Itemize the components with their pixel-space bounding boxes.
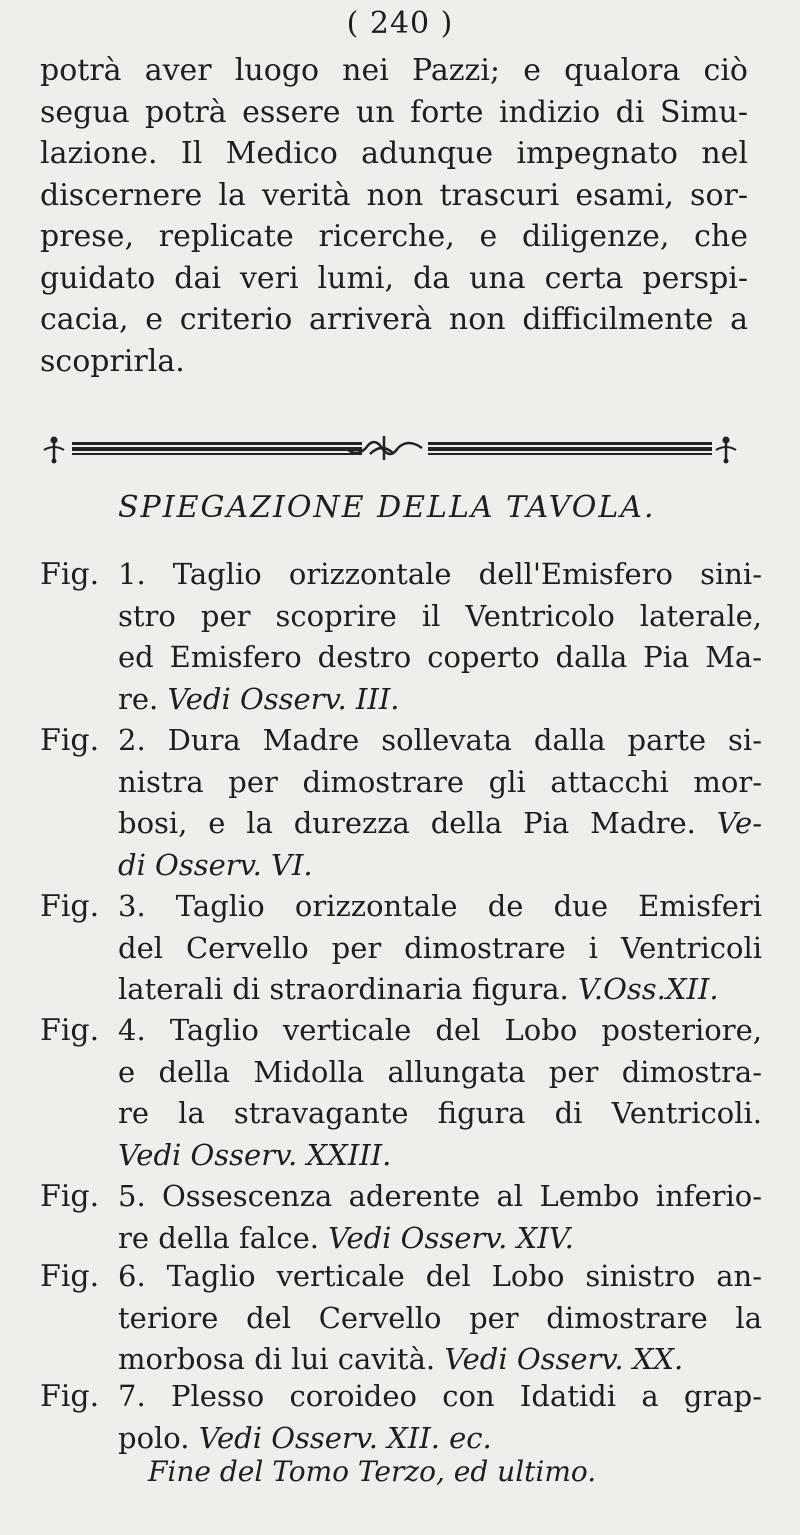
text-line: ed Emisfero destro coperto dalla Pia Ma- — [118, 640, 762, 674]
observation-reference: Vedi Osserv. XIV. — [328, 1220, 574, 1255]
text-line — [118, 845, 762, 887]
text-line: 5. Ossescenza aderente al Lembo inferio- — [118, 1179, 762, 1213]
figure-description — [118, 1256, 762, 1381]
figure-label: Fig. — [40, 557, 100, 592]
observation-reference: di Osserv. VI. — [118, 847, 313, 882]
figure-label: Fig. — [40, 1259, 100, 1294]
text-line: laterali di straordinaria figura. V.Oss.XII. — [118, 972, 719, 1006]
observation-reference: Vedi Osserv. XX. — [444, 1342, 684, 1376]
figure-description — [118, 554, 762, 720]
observation-reference: Vedi Osserv. XXIII. — [118, 1137, 392, 1172]
text-line: e della Midolla allungata per dimostra- — [118, 1054, 762, 1089]
figure-label: Fig. — [40, 1013, 100, 1048]
fleuron-left-icon — [44, 437, 64, 463]
figure-label: Fig. — [40, 1179, 100, 1214]
figure-label: Fig. — [40, 1379, 100, 1414]
intro-paragraph — [40, 50, 748, 382]
text-line: bosi, e la durezza della Pia Madre. Ve- — [118, 806, 762, 840]
figure-label: Fig. — [40, 889, 100, 924]
text-line: prese, replicate ricerche, e diligenze, che — [40, 219, 748, 254]
observation-reference: Ve- — [716, 806, 762, 840]
text-line: re la stravagante figura di Ventricoli. — [118, 1096, 762, 1130]
ornamental-divider — [40, 428, 740, 468]
text-line: scoprirla. — [40, 343, 185, 379]
fleuron-right-icon — [716, 437, 736, 463]
text-line: teriore del Cervello per dimostrare la — [118, 1300, 762, 1335]
text-line: morbosa di lui cavità. Vedi Osserv. XX. — [118, 1342, 684, 1376]
text-line: guidato dai veri lumi, da una certa perspi- — [40, 260, 748, 296]
observation-reference: Vedi Osserv. XII. ec. — [198, 1420, 492, 1455]
text-line: lazione. Il Medico adunque impegnato nel — [40, 136, 748, 171]
text-line: 3. Taglio orizzontale de due Emisferi — [118, 889, 762, 923]
text-line: re. Vedi Osserv. III. — [118, 681, 400, 716]
text-line — [118, 1135, 762, 1177]
text-line: nistra per dimostrare gli attacchi mor- — [118, 764, 762, 799]
text-line: segua potrà essere un forte indizio di Simu- — [40, 94, 748, 130]
figure-description — [118, 720, 762, 886]
text-line: del Cervello per dimostrare i Ventricoli — [118, 930, 762, 965]
text-line: 4. Taglio verticale del Lobo posteriore, — [118, 1013, 762, 1047]
section-heading: SPIEGAZIONE DELLA TAVOLA. — [118, 490, 656, 525]
text-line: 6. Taglio verticale del Lobo sinistro an- — [118, 1259, 762, 1293]
figure-description — [118, 886, 762, 1011]
text-line: potrà aver luogo nei Pazzi; e qualora ciò — [40, 53, 748, 88]
figure-description — [118, 1176, 762, 1259]
text-line: 1. Taglio orizzontale dell'Emisfero sini- — [118, 557, 762, 591]
figure-description — [118, 1010, 762, 1176]
observation-reference: Vedi Osserv. III. — [167, 681, 400, 716]
closing-line: Fine del Tomo Terzo, ed ultimo. — [148, 1455, 597, 1488]
text-line: discernere la verità non trascuri esami, sor- — [40, 177, 748, 213]
text-line: re della falce. Vedi Osserv. XIV. — [118, 1220, 574, 1255]
page-number: ( 240 ) — [346, 6, 454, 41]
text-line: polo. Vedi Osserv. XII. ec. — [118, 1420, 492, 1455]
figure-label: Fig. — [40, 723, 100, 758]
text-line: stro per scoprire il Ventricolo laterale, — [118, 598, 762, 633]
observation-reference: V.Oss.XII. — [578, 972, 719, 1006]
text-line: 2. Dura Madre sollevata dalla parte si- — [118, 723, 762, 757]
text-line: cacia, e criterio arriverà non difficilmente a — [40, 302, 748, 337]
figure-description — [118, 1376, 762, 1459]
text-line: 7. Plesso coroideo con Idatidi a grap- — [118, 1379, 762, 1413]
